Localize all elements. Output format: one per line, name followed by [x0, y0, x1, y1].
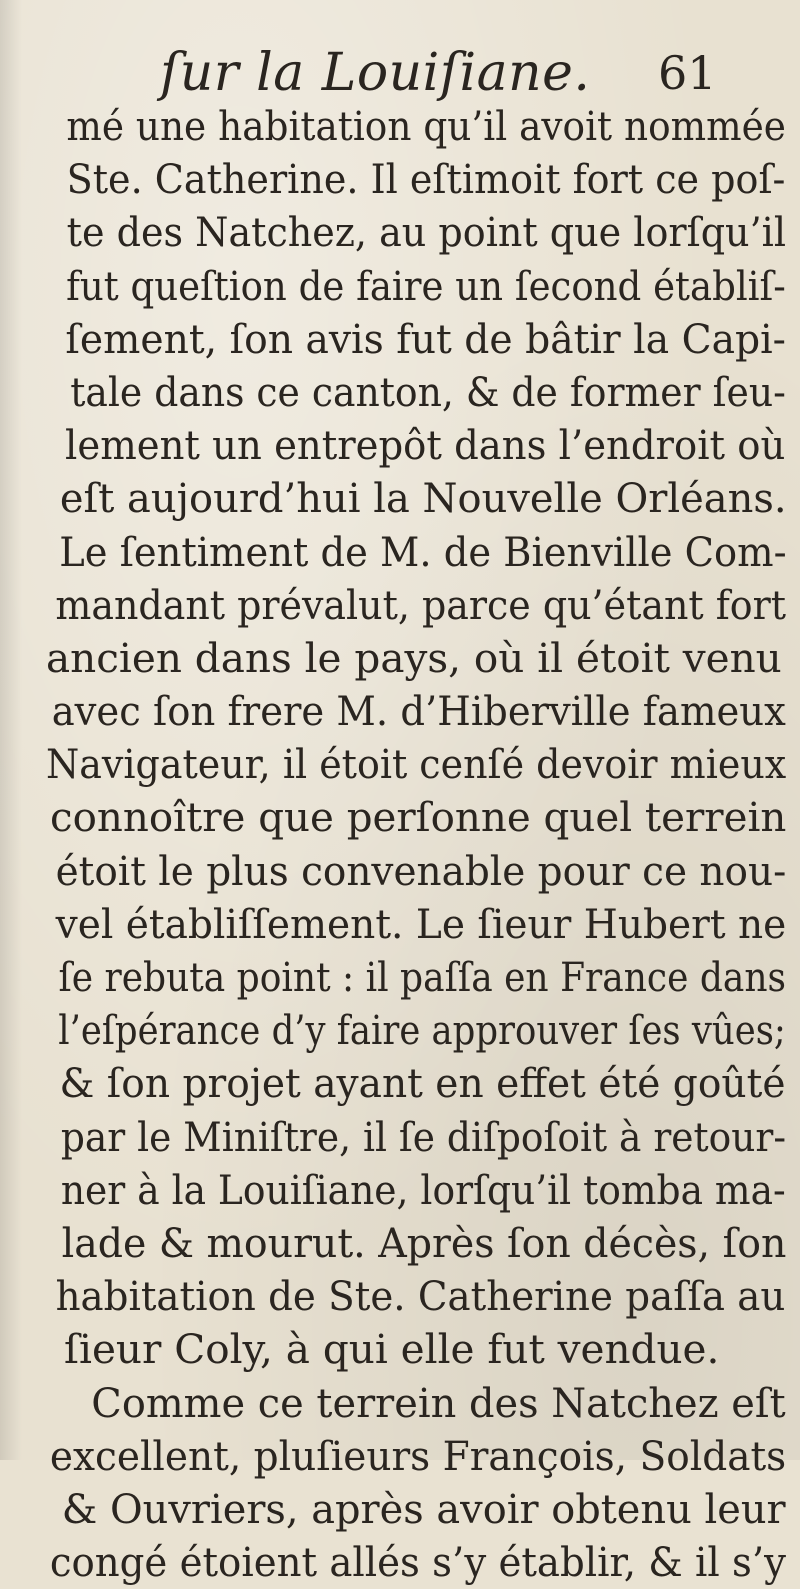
- text-line: & Ouvriers, après avoir obtenu leur: [61, 1484, 786, 1533]
- text-line: Ste. Catherine. Il eſtimoit fort ce poſ-: [66, 155, 786, 204]
- text-line: Comme ce terrein des Natchez eſt: [91, 1378, 786, 1427]
- text-line: habitation de Ste. Catherine paſſa au: [55, 1272, 786, 1321]
- text-line: avec ſon frere M. d’Hiberville fameux: [51, 687, 786, 736]
- text-line: te des Natchez, au point que lorſqu’il: [66, 208, 787, 257]
- text-line: mandant prévalut, parce qu’étant fort: [55, 580, 786, 629]
- text-line: lade & mourut. Après ſon décès, ſon: [61, 1218, 787, 1267]
- text-line: l’eſpérance d’y faire approuver ſes vûes;: [58, 1006, 786, 1055]
- text-line: étoit le plus convenable pour ce nou-: [55, 846, 787, 895]
- text-line: par le Miniſtre, il ſe diſpoſoit à retour-: [60, 1112, 787, 1161]
- text-line: ſe rebuta point : il paſſa en France dans: [58, 953, 787, 1001]
- text-line: Navigateur, il étoit cenſé devoir mieux: [46, 740, 787, 789]
- running-title: ſur la Louiſiane.: [160, 43, 591, 103]
- text-line: ancien dans le pays, où il étoit venu: [46, 633, 782, 682]
- text-line: congé étoient allés s’y établir, & il s’y: [49, 1538, 787, 1587]
- page-number: 61: [658, 46, 717, 100]
- text-line: ſement, ſon avis fut de bâtir la Capi-: [65, 314, 786, 363]
- text-line: Le ſentiment de M. de Bienville Com-: [59, 527, 787, 576]
- text-line: lement un entrepôt dans l’endroit où: [65, 421, 786, 470]
- text-line: tale dans ce canton, & de former ſeu-: [70, 367, 786, 416]
- page-gutter-shadow: [0, 0, 22, 1460]
- text-line: eſt aujourd’hui la Nouvelle Orléans.: [59, 474, 787, 523]
- page-header: [0, 38, 800, 108]
- text-line: mé une habitation qu’il avoit nommée: [66, 102, 786, 150]
- text-line: excellent, pluſieurs François, Soldats: [49, 1431, 787, 1480]
- text-line: connoître que perſonne quel terrein: [49, 793, 787, 842]
- text-line: ſieur Coly, à qui elle fut vendue.: [64, 1325, 720, 1374]
- text-line: ner à la Louiſiane, lorſqu’il tomba ma-: [60, 1165, 786, 1214]
- text-line: fut queſtion de faire un ſecond établiſ-: [66, 261, 786, 310]
- text-line: & ſon projet ayant en effet été goûté: [59, 1059, 786, 1108]
- body-text: [46, 100, 787, 1589]
- text-line: vel établiſſement. Le ſieur Hubert ne: [55, 899, 787, 948]
